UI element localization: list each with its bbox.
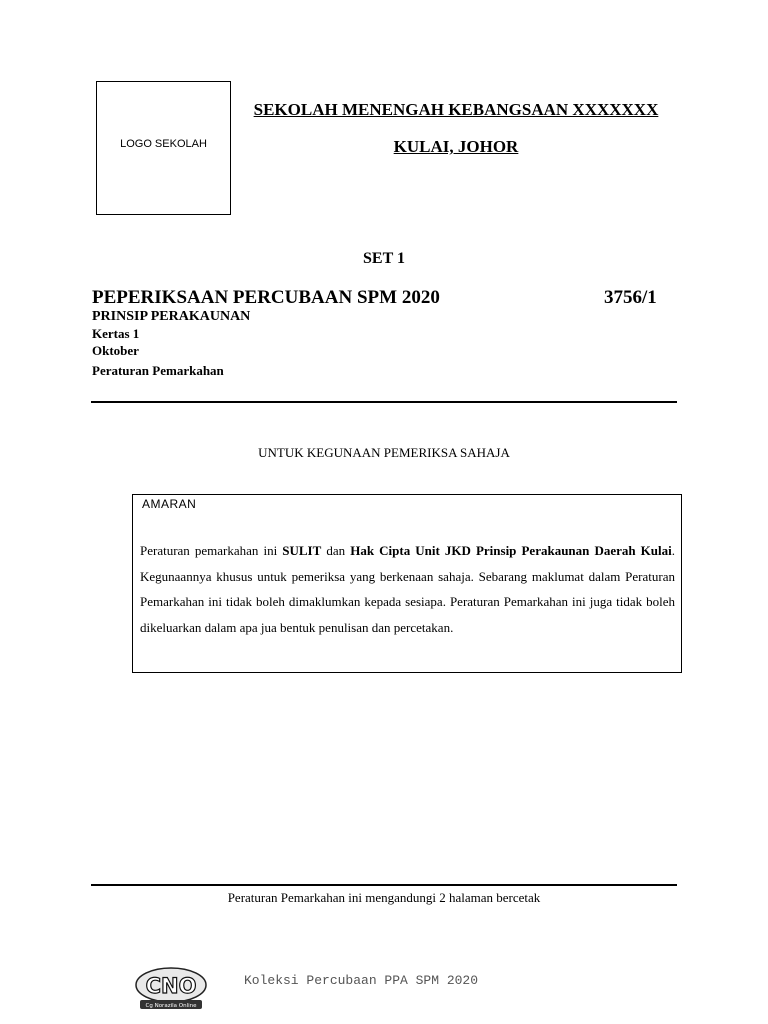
warning-bold-confidential: SULIT [282, 543, 322, 558]
school-name: SEKOLAH MENENGAH KEBANGSAAN XXXXXXX [253, 100, 659, 119]
cno-logo-icon [134, 966, 208, 1010]
warning-text: Peraturan pemarkahan ini SULIT dan Hak Cipta Unit JKD Prinsip Perakaunan Daerah Kulai. Kegunaannya khusus untuk pemeriksa yang berkenaan sahaja. Sebarang maklumat dalam Peraturan Pemarkahan ini tidak boleh dimaklumkan kepada sesiapa. Peraturan Pemarkahan ini juga tidak boleh dikeluarkan dalam apa jua bentuk penulisan dan percetakan. [140, 543, 675, 635]
school-logo-placeholder [96, 81, 231, 215]
svg-text:CNO: CNO [145, 974, 197, 998]
examiner-use-note: UNTUK KEGUNAAN PEMERIKSA SAHAJA [258, 445, 510, 460]
paper-number: Kertas 1 [92, 326, 140, 341]
page-count-note: Peraturan Pemarkahan ini mengandungi 2 halaman bercetak [227, 890, 541, 905]
warning-title: AMARAN [142, 497, 197, 511]
logo-placeholder-label: LOGO SEKOLAH [120, 138, 207, 150]
paper-code: 3756/1 [604, 287, 657, 308]
set-label: SET 1 [363, 250, 405, 267]
footer-collection-label: Koleksi Percubaan PPA SPM 2020 [244, 973, 479, 988]
document-type: Peraturan Pemarkahan [92, 363, 224, 378]
svg-text:Cg Norazila Online: Cg Norazila Online [145, 1003, 197, 1009]
warning-bold-copyright: Hak Cipta Unit JKD Prinsip Perakaunan Daerah Kulai [350, 543, 672, 558]
exam-month: Oktober [92, 343, 139, 358]
top-divider [91, 401, 677, 403]
warning-box [132, 494, 682, 673]
subject-name: PRINSIP PERAKAUNAN [92, 309, 251, 324]
exam-title: PEPERIKSAAN PERCUBAAN SPM 2020 [92, 287, 440, 308]
school-location: KULAI, JOHOR [393, 137, 519, 156]
bottom-divider [91, 884, 677, 886]
